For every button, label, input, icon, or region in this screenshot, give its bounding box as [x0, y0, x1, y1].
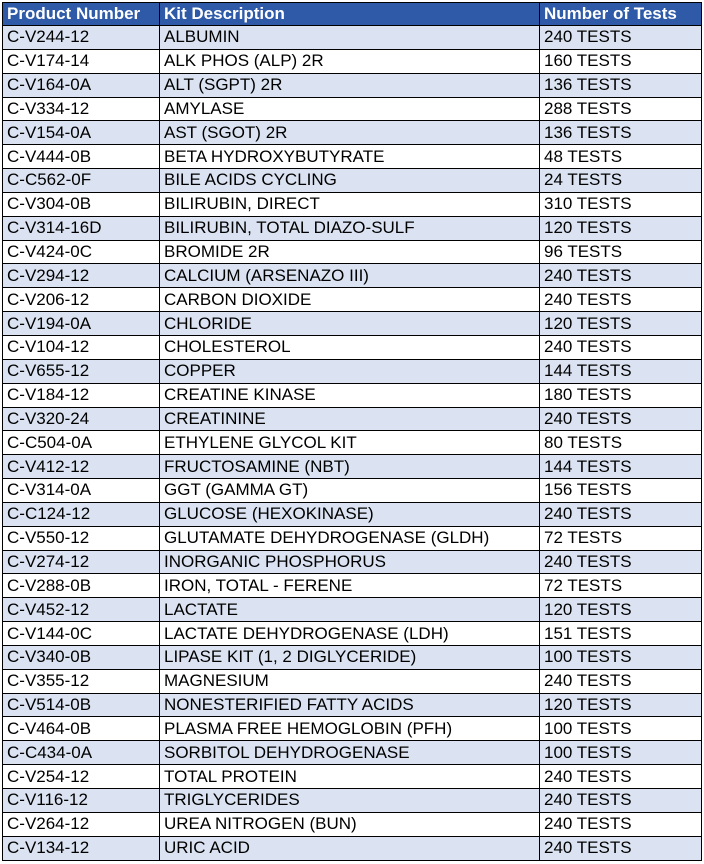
product-number-cell: C-V304-0B [3, 192, 160, 216]
table-row [3, 836, 702, 860]
number-of-tests-cell: 151 TESTS [540, 622, 702, 646]
table-row [3, 288, 702, 312]
kit-description-cell: ALBUMIN [160, 26, 540, 50]
kit-description-cell: SORBITOL DEHYDROGENASE [160, 741, 540, 765]
number-of-tests-cell: 310 TESTS [540, 192, 702, 216]
product-number-cell: C-V452-12 [3, 598, 160, 622]
number-of-tests-cell: 120 TESTS [540, 312, 702, 336]
kit-description-cell: LACTATE [160, 598, 540, 622]
product-number-cell: C-V514-0B [3, 693, 160, 717]
table-row [3, 312, 702, 336]
number-of-tests-cell: 240 TESTS [540, 264, 702, 288]
product-number-cell: C-V288-0B [3, 574, 160, 598]
number-of-tests-cell: 240 TESTS [540, 407, 702, 431]
kit-table [2, 2, 702, 861]
table-row [3, 121, 702, 145]
number-of-tests-cell: 240 TESTS [540, 502, 702, 526]
product-number-cell: C-V144-0C [3, 622, 160, 646]
table-row [3, 598, 702, 622]
kit-description-cell: BILIRUBIN, TOTAL DIAZO-SULF [160, 216, 540, 240]
table-row [3, 240, 702, 264]
table-row [3, 49, 702, 73]
number-of-tests-cell: 288 TESTS [540, 97, 702, 121]
table-row [3, 192, 702, 216]
kit-description-cell: TRIGLYCERIDES [160, 789, 540, 813]
kit-description-cell: URIC ACID [160, 836, 540, 860]
kit-description-cell: LIPASE KIT (1, 2 DIGLYCERIDE) [160, 645, 540, 669]
number-of-tests-cell: 100 TESTS [540, 741, 702, 765]
table-row [3, 264, 702, 288]
product-number-cell: C-V104-12 [3, 335, 160, 359]
table-row [3, 502, 702, 526]
product-number-cell: C-V340-0B [3, 645, 160, 669]
product-number-cell: C-V264-12 [3, 812, 160, 836]
table-row [3, 789, 702, 813]
product-number-cell: C-C434-0A [3, 741, 160, 765]
kit-description-cell: CARBON DIOXIDE [160, 288, 540, 312]
product-number-cell: C-V320-24 [3, 407, 160, 431]
kit-description-cell: AST (SGOT) 2R [160, 121, 540, 145]
product-number-cell: C-V154-0A [3, 121, 160, 145]
table-row [3, 812, 702, 836]
number-of-tests-cell: 144 TESTS [540, 455, 702, 479]
kit-description-cell: COPPER [160, 359, 540, 383]
number-of-tests-cell: 240 TESTS [540, 765, 702, 789]
kit-description-cell: CREATINE KINASE [160, 383, 540, 407]
header-number-of-tests: Number of Tests [540, 3, 702, 26]
header-kit-description: Kit Description [160, 3, 540, 26]
kit-description-cell: UREA NITROGEN (BUN) [160, 812, 540, 836]
kit-description-cell: MAGNESIUM [160, 669, 540, 693]
product-number-cell: C-V464-0B [3, 717, 160, 741]
table-row [3, 407, 702, 431]
number-of-tests-cell: 240 TESTS [540, 550, 702, 574]
product-number-cell: C-V355-12 [3, 669, 160, 693]
kit-description-cell: ALK PHOS (ALP) 2R [160, 49, 540, 73]
kit-description-cell: BILE ACIDS CYCLING [160, 169, 540, 193]
table-row [3, 26, 702, 50]
product-number-cell: C-V116-12 [3, 789, 160, 813]
product-number-cell: C-V194-0A [3, 312, 160, 336]
product-number-cell: C-V444-0B [3, 145, 160, 169]
product-number-cell: C-V412-12 [3, 455, 160, 479]
kit-description-cell: GLUCOSE (HEXOKINASE) [160, 502, 540, 526]
number-of-tests-cell: 120 TESTS [540, 216, 702, 240]
product-number-cell: C-V206-12 [3, 288, 160, 312]
product-number-cell: C-V424-0C [3, 240, 160, 264]
table-row [3, 622, 702, 646]
product-number-cell: C-V184-12 [3, 383, 160, 407]
number-of-tests-cell: 240 TESTS [540, 288, 702, 312]
table-row [3, 693, 702, 717]
table-row [3, 431, 702, 455]
header-product-number: Product Number [3, 3, 160, 26]
table-row [3, 645, 702, 669]
product-number-cell: C-V550-12 [3, 526, 160, 550]
number-of-tests-cell: 48 TESTS [540, 145, 702, 169]
kit-description-cell: BETA HYDROXYBUTYRATE [160, 145, 540, 169]
kit-description-cell: PLASMA FREE HEMOGLOBIN (PFH) [160, 717, 540, 741]
number-of-tests-cell: 24 TESTS [540, 169, 702, 193]
kit-description-cell: BILIRUBIN, DIRECT [160, 192, 540, 216]
kit-description-cell: CREATININE [160, 407, 540, 431]
product-number-cell: C-V134-12 [3, 836, 160, 860]
number-of-tests-cell: 96 TESTS [540, 240, 702, 264]
table-row [3, 526, 702, 550]
header-row [3, 3, 702, 26]
table-row [3, 73, 702, 97]
number-of-tests-cell: 144 TESTS [540, 359, 702, 383]
number-of-tests-cell: 80 TESTS [540, 431, 702, 455]
product-number-cell: C-C504-0A [3, 431, 160, 455]
number-of-tests-cell: 240 TESTS [540, 669, 702, 693]
kit-description-cell: BROMIDE 2R [160, 240, 540, 264]
number-of-tests-cell: 240 TESTS [540, 812, 702, 836]
number-of-tests-cell: 100 TESTS [540, 717, 702, 741]
kit-description-cell: IRON, TOTAL - FERENE [160, 574, 540, 598]
table-row [3, 765, 702, 789]
table-row [3, 359, 702, 383]
table-row [3, 145, 702, 169]
kit-description-cell: CHOLESTEROL [160, 335, 540, 359]
product-number-cell: C-V334-12 [3, 97, 160, 121]
product-number-cell: C-V314-16D [3, 216, 160, 240]
table-header [3, 3, 702, 26]
number-of-tests-cell: 240 TESTS [540, 26, 702, 50]
table-row [3, 169, 702, 193]
product-number-cell: C-V244-12 [3, 26, 160, 50]
product-number-cell: C-C124-12 [3, 502, 160, 526]
number-of-tests-cell: 240 TESTS [540, 789, 702, 813]
product-number-cell: C-V274-12 [3, 550, 160, 574]
number-of-tests-cell: 240 TESTS [540, 335, 702, 359]
number-of-tests-cell: 72 TESTS [540, 526, 702, 550]
number-of-tests-cell: 136 TESTS [540, 73, 702, 97]
kit-description-cell: AMYLASE [160, 97, 540, 121]
product-number-cell: C-V294-12 [3, 264, 160, 288]
table-row [3, 669, 702, 693]
number-of-tests-cell: 160 TESTS [540, 49, 702, 73]
table-row [3, 574, 702, 598]
table-row [3, 335, 702, 359]
kit-description-cell: CHLORIDE [160, 312, 540, 336]
product-number-cell: C-V174-14 [3, 49, 160, 73]
kit-description-cell: NONESTERIFIED FATTY ACIDS [160, 693, 540, 717]
kit-description-cell: INORGANIC PHOSPHORUS [160, 550, 540, 574]
number-of-tests-cell: 120 TESTS [540, 693, 702, 717]
table-body [3, 26, 702, 861]
product-number-cell: C-V655-12 [3, 359, 160, 383]
number-of-tests-cell: 156 TESTS [540, 479, 702, 503]
product-number-cell: C-V254-12 [3, 765, 160, 789]
table-row [3, 97, 702, 121]
number-of-tests-cell: 136 TESTS [540, 121, 702, 145]
number-of-tests-cell: 72 TESTS [540, 574, 702, 598]
kit-description-cell: LACTATE DEHYDROGENASE (LDH) [160, 622, 540, 646]
product-number-cell: C-V164-0A [3, 73, 160, 97]
product-number-cell: C-V314-0A [3, 479, 160, 503]
kit-description-cell: ALT (SGPT) 2R [160, 73, 540, 97]
number-of-tests-cell: 100 TESTS [540, 645, 702, 669]
table-row [3, 741, 702, 765]
product-number-cell: C-C562-0F [3, 169, 160, 193]
kit-description-cell: FRUCTOSAMINE (NBT) [160, 455, 540, 479]
number-of-tests-cell: 240 TESTS [540, 836, 702, 860]
table-row [3, 717, 702, 741]
kit-description-cell: GLUTAMATE DEHYDROGENASE (GLDH) [160, 526, 540, 550]
kit-description-cell: ETHYLENE GLYCOL KIT [160, 431, 540, 455]
kit-description-cell: TOTAL PROTEIN [160, 765, 540, 789]
kit-description-cell: CALCIUM (ARSENAZO III) [160, 264, 540, 288]
kit-description-cell: GGT (GAMMA GT) [160, 479, 540, 503]
table-row [3, 550, 702, 574]
table-row [3, 383, 702, 407]
number-of-tests-cell: 120 TESTS [540, 598, 702, 622]
table-row [3, 455, 702, 479]
table-row [3, 479, 702, 503]
table-row [3, 216, 702, 240]
number-of-tests-cell: 180 TESTS [540, 383, 702, 407]
